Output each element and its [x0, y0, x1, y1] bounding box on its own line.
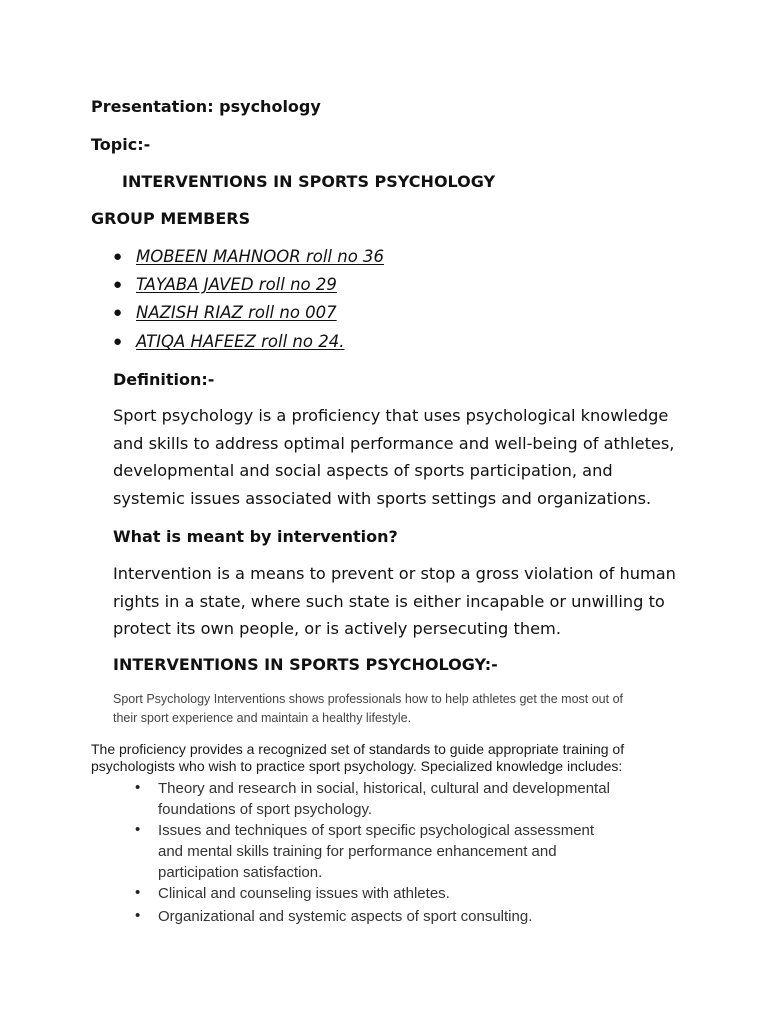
bullet-icon: •: [135, 884, 141, 901]
proficiency-paragraph: [91, 741, 624, 774]
topic-title: INTERVENTIONS IN SPORTS PSYCHOLOGY: [122, 172, 496, 191]
text-line: Theory and research in social, historical, cultural and developmental: [158, 780, 610, 797]
text-line: psychologists who wish to practice sport psychology. Specialized knowledge includes:: [91, 757, 623, 774]
text-line: foundations of sport psychology.: [158, 801, 373, 818]
bullet-icon: ●: [113, 276, 123, 293]
text-line: participation satisfaction.: [158, 864, 323, 881]
member-item: ATIQA HAFEEZ roll no 24.: [136, 332, 345, 351]
list-item: [158, 778, 610, 820]
text-line: their sport experience and maintain a healthy lifestyle.: [113, 711, 412, 725]
list-item: [158, 820, 594, 883]
member-item: NAZISH RIAZ roll no 007: [136, 303, 337, 322]
text-line: developmental and social aspects of sports participation, and: [113, 461, 613, 480]
list-item: [158, 883, 450, 904]
presentation-title: Presentation: psychology: [91, 97, 321, 116]
text-line: Sport Psychology Interventions shows professionals how to help athletes get the most out of: [113, 692, 624, 706]
member-item: MOBEEN MAHNOOR roll no 36: [136, 247, 385, 266]
bullet-icon: ●: [113, 333, 123, 350]
text-line: rights in a state, where such state is either incapable or unwilling to: [113, 591, 665, 611]
bullet-icon: •: [135, 907, 141, 924]
text-line: Sport psychology is a proficiency that uses psychological knowledge: [113, 406, 669, 425]
definition-paragraph: [113, 402, 674, 512]
text-line: and skills to address optimal performance and well-being of athletes,: [113, 433, 675, 453]
bullet-icon: •: [135, 779, 141, 796]
text-line: Intervention is a means to prevent or stop a gross violation of human: [113, 564, 676, 583]
sports-interventions-heading: INTERVENTIONS IN SPORTS PSYCHOLOGY:-: [113, 655, 498, 674]
text-line: systemic issues associated with sports settings and organizations.: [113, 488, 652, 508]
bullet-icon: ●: [113, 304, 123, 321]
group-members-heading: GROUP MEMBERS: [91, 209, 251, 228]
text-line: and mental skills training for performance enhancement and: [158, 843, 557, 860]
text-line: Issues and techniques of sport specific psychological assessment: [158, 822, 595, 839]
bullet-icon: •: [135, 821, 141, 838]
text-line: Organizational and systemic aspects of sport consulting.: [158, 908, 533, 925]
bullet-icon: ●: [113, 248, 123, 265]
intervention-paragraph: [113, 560, 676, 643]
member-item: TAYABA JAVED roll no 29: [136, 275, 337, 294]
text-line: The proficiency provides a recognized set of standards to guide appropriate training of: [91, 741, 625, 757]
definition-heading: Definition:-: [113, 370, 215, 389]
text-line: protect its own people, or is actively persecuting them.: [113, 619, 561, 638]
topic-label: Topic:-: [91, 135, 151, 154]
list-item: [158, 906, 532, 927]
text-line: Clinical and counseling issues with athletes.: [158, 885, 450, 902]
summary-paragraph: [113, 690, 623, 728]
intervention-heading: What is meant by intervention?: [113, 527, 398, 546]
